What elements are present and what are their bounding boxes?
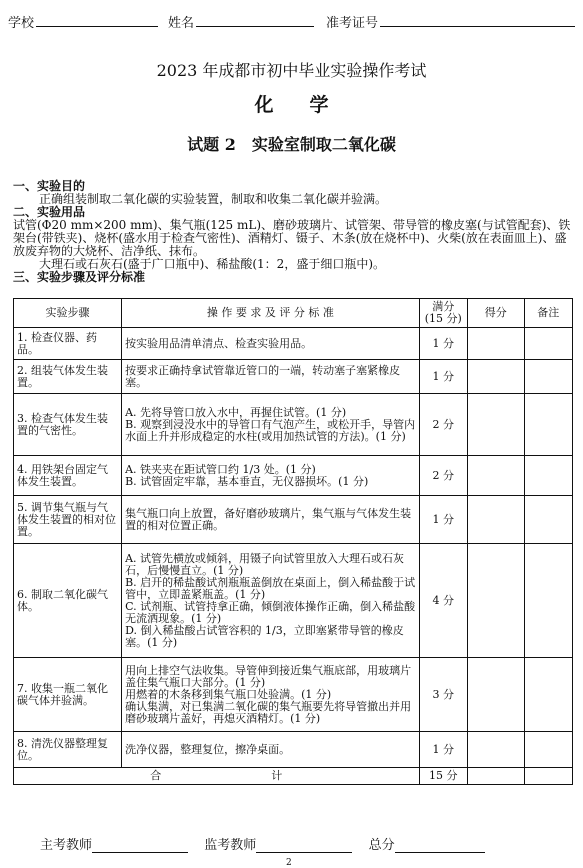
remarks-input-cell[interactable] xyxy=(524,328,572,360)
step-cell: 3. 检查气体发生装置的气密性。 xyxy=(14,394,122,456)
criteria-cell: 按实验用品清单清点、检查实验用品。 xyxy=(122,328,420,360)
header-criteria: 操 作 要 求 及 评 分 标 准 xyxy=(122,299,420,328)
max-score-cell: 1 分 xyxy=(419,496,467,544)
step-cell: 5. 调节集气瓶与气体发生装置的相对位置。 xyxy=(14,496,122,544)
max-score-cell: 2 分 xyxy=(419,394,467,456)
scoring-table xyxy=(13,298,573,785)
remarks-input-cell[interactable] xyxy=(524,658,572,732)
total-score-field[interactable] xyxy=(395,840,485,853)
table-row xyxy=(14,394,573,456)
signature-footer xyxy=(40,834,485,853)
max-score-cell: 1 分 xyxy=(419,360,467,394)
score-input-cell[interactable] xyxy=(467,732,524,768)
remarks-input-cell[interactable] xyxy=(524,496,572,544)
table-header-row xyxy=(14,299,573,328)
total-remarks-cell[interactable] xyxy=(524,768,572,785)
step-cell: 1. 检查仪器、药品。 xyxy=(14,328,122,360)
section-materials-text: 试管(Φ20 mm×200 mm)、集气瓶(125 mL)、磨砂玻璃片、试管架、带导管的橡皮塞(与试管配套)、铁架台(带铁夹)、烧杯(盛水用于检查气密性)、酒精灯、镊子、木条(放在烧杯中)、火柴(放在表面皿上)、盛放废弃物的大烧杯、洁净纸、抹布。 xyxy=(13,218,571,258)
criteria-cell: 洗净仪器，整理复位，擦净桌面。 xyxy=(122,732,420,768)
name-label: 姓名 xyxy=(168,16,195,31)
remarks-input-cell[interactable] xyxy=(524,360,572,394)
total-row xyxy=(14,768,573,785)
candidate-info-header xyxy=(8,8,575,30)
total-score-label: 总分 xyxy=(368,838,395,853)
criteria-cell: A. 先将导管口放入水中，再握住试管。(1 分) B. 观察到浸没水中的导管口有气泡产生，或松开手，导管内水面上升并形成稳定的水柱(或用加热试管的方法)。(1 分) xyxy=(122,394,420,456)
table-row xyxy=(14,658,573,732)
header-score: 得分 xyxy=(467,299,524,328)
remarks-input-cell[interactable] xyxy=(524,732,572,768)
criteria-cell: A. 试管先横放或倾斜，用镊子向试管里放入大理石或石灰石，后慢慢直立。(1 分) B. 启开的稀盐酸试剂瓶瓶盖倒放在桌面上，倒入稀盐酸于试管中，立即盖紧瓶盖。(1 分) C. 试剂瓶、试管持拿正确，倾倒液体操作正确，倒入稀盐酸无流洒现象。(1 分) D. 倒入稀盐酸占试管容积的 1/3，立即塞紧带导管的橡皮塞。(1 分) xyxy=(122,544,420,658)
chief-examiner-field[interactable] xyxy=(92,840,188,853)
step-cell: 8. 清洗仪器整理复位。 xyxy=(14,732,122,768)
score-input-cell[interactable] xyxy=(467,496,524,544)
remarks-input-cell[interactable] xyxy=(524,544,572,658)
table-row xyxy=(14,360,573,394)
exam-title: 2023 年成都市初中毕业实验操作考试 xyxy=(156,61,427,80)
name-field[interactable] xyxy=(196,26,314,27)
ticket-number-label: 准考证号 xyxy=(326,16,379,31)
subject-title: 化学 xyxy=(254,94,365,116)
table-row xyxy=(14,544,573,658)
score-input-cell[interactable] xyxy=(467,658,524,732)
step-cell: 2. 组装气体发生装置。 xyxy=(14,360,122,394)
table-row xyxy=(14,328,573,360)
step-cell: 6. 制取二氧化碳气体。 xyxy=(14,544,122,658)
score-input-cell[interactable] xyxy=(467,544,524,658)
score-input-cell[interactable] xyxy=(467,328,524,360)
criteria-cell: 用向上排空气法收集。导管伸到接近集气瓶底部，用玻璃片盖住集气瓶口大部分。(1 分) 用燃着的木条移到集气瓶口处验满。(1 分) 确认集满，对已集满二氧化碳的集气瓶要先将导管撤出并用磨砂玻璃片盖好，再熄灭酒精灯。(1 分) xyxy=(122,658,420,732)
max-score-cell: 1 分 xyxy=(419,732,467,768)
school-label: 学校 xyxy=(8,16,35,31)
score-input-cell[interactable] xyxy=(467,456,524,496)
criteria-cell: A. 铁夹夹在距试管口约 1/3 处。(1 分) B. 试管固定牢靠，基本垂直，无仪器损坏。(1 分) xyxy=(122,456,420,496)
proctor-label: 监考教师 xyxy=(204,838,257,853)
header-step: 实验步骤 xyxy=(14,299,122,328)
max-score-cell: 3 分 xyxy=(419,658,467,732)
max-score-cell: 2 分 xyxy=(419,456,467,496)
total-score-cell[interactable] xyxy=(467,768,524,785)
step-cell: 4. 用铁架台固定气体发生装置。 xyxy=(14,456,122,496)
header-remarks: 备注 xyxy=(524,299,572,328)
criteria-cell: 按要求正确持拿试管靠近管口的一端，转动塞子塞紧橡皮塞。 xyxy=(122,360,420,394)
max-score-cell: 1 分 xyxy=(419,328,467,360)
proctor-field[interactable] xyxy=(256,840,352,853)
section-materials-title: 二、实验用品 xyxy=(13,205,86,219)
section-materials-text-2: 大理石或石灰石(盛于广口瓶中)、稀盐酸(1：2，盛于细口瓶中)。 xyxy=(39,257,385,271)
section-purpose-text: 正确组装制取二氧化碳的实验装置，制取和收集二氧化碳并验满。 xyxy=(39,192,388,206)
remarks-input-cell[interactable] xyxy=(524,456,572,496)
topic-title: 试题 2 实验室制取二氧化碳 xyxy=(187,135,396,154)
step-cell: 7. 收集一瓶二氧化碳气体并验满。 xyxy=(14,658,122,732)
score-input-cell[interactable] xyxy=(467,360,524,394)
criteria-cell: 集气瓶口向上放置，备好磨砂玻璃片，集气瓶与气体发生装置的相对位置正确。 xyxy=(122,496,420,544)
ticket-number-field[interactable] xyxy=(380,26,575,27)
table-row xyxy=(14,456,573,496)
max-score-cell: 4 分 xyxy=(419,544,467,658)
section-steps-title: 三、实验步骤及评分标准 xyxy=(13,270,146,284)
table-row xyxy=(14,732,573,768)
chief-examiner-label: 主考教师 xyxy=(40,838,93,853)
section-purpose-title: 一、实验目的 xyxy=(13,179,86,193)
exam-body xyxy=(13,180,575,284)
total-label: 合 计 xyxy=(14,768,420,785)
page-number: 2 xyxy=(286,858,292,868)
school-field[interactable] xyxy=(36,26,158,27)
score-input-cell[interactable] xyxy=(467,394,524,456)
header-max-score: 满分 (15 分) xyxy=(419,299,467,328)
remarks-input-cell[interactable] xyxy=(524,394,572,456)
total-score: 15 分 xyxy=(419,768,467,785)
table-row xyxy=(14,496,573,544)
